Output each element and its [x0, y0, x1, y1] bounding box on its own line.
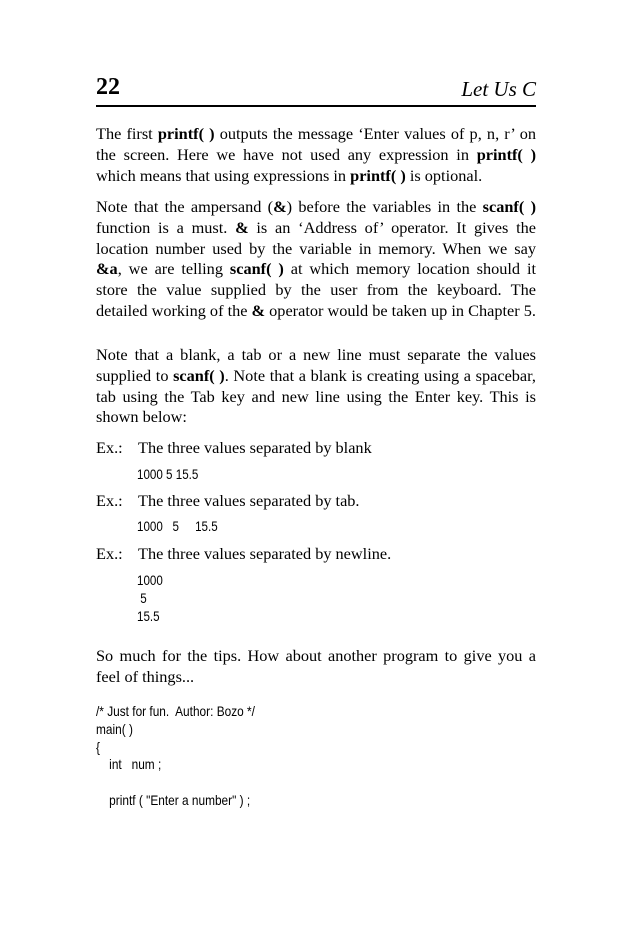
example-input-line: 1000	[137, 573, 163, 588]
paragraph-ampersand	[96, 197, 536, 322]
code-line: main( )	[96, 722, 133, 737]
example-label: Ex.:	[96, 491, 123, 510]
page-number: 22	[96, 74, 120, 100]
code-term: &a	[96, 259, 118, 279]
example-input: 1000 5 15.5	[137, 519, 218, 534]
code-term: printf( )	[476, 144, 537, 164]
code-line: printf ( "Enter a number" ) ;	[96, 793, 251, 808]
code-term: scanf( )	[173, 365, 225, 385]
code-line: int num ;	[96, 757, 162, 772]
example-label: Ex.:	[96, 544, 123, 563]
para-text: at which memory location should it store the value supplied by the user from the keyboard. The detailed working of the	[96, 259, 537, 320]
para-text: outputs the message ‘Enter values of p, n, r’ on the screen. Here we have not used any expression in	[96, 124, 536, 164]
code-term: printf( )	[157, 124, 215, 143]
para-text: operator would be taken up in Chapter 5.	[265, 300, 536, 320]
para-text: , we are telling	[117, 259, 230, 279]
para-text: is an ‘Address of’ operator. It gives the location number used by the variable in memory. When we say	[96, 217, 536, 258]
code-term: &	[273, 197, 287, 216]
para-text: Note that a blank, a tab or a new line must separate the values supplied to	[96, 345, 536, 385]
code-term: scanf( )	[482, 197, 536, 216]
para-text: function is a must.	[96, 217, 236, 237]
example-input-line: 5	[137, 591, 147, 606]
header-divider	[96, 105, 536, 107]
example-description: The three values separated by tab.	[138, 491, 360, 510]
para-text: is optional.	[405, 165, 483, 185]
code-line: /* Just for fun. Author: Bozo */	[96, 704, 255, 719]
code-term: &	[235, 217, 249, 237]
para-text: which means that using expressions in	[96, 165, 351, 185]
para-text: . Note that a blank is creating using a spacebar, tab using the Tab key and new line using the Enter key. This is shown below:	[96, 365, 537, 427]
example-label: Ex.:	[96, 438, 123, 457]
para-text: The first	[96, 124, 158, 143]
paragraph-tips: So much for the tips. How about another program to give you a feel of things...	[96, 646, 536, 686]
example-description: The three values separated by newline.	[138, 544, 392, 563]
code-term: printf( )	[350, 165, 406, 185]
code-term: scanf( )	[229, 259, 284, 279]
example-input: 1000 5 15.5	[137, 467, 199, 482]
book-title: Let Us C	[461, 77, 536, 101]
example-description: The three values separated by blank	[138, 438, 372, 457]
code-line: {	[96, 740, 100, 755]
para-text: Note that the ampersand (	[96, 197, 274, 216]
paragraph-separators	[96, 345, 536, 428]
paragraph-printf	[96, 124, 536, 186]
example-input-line: 15.5	[137, 609, 160, 624]
code-term: &	[251, 300, 266, 320]
para-text: ) before the variables in the	[286, 197, 483, 216]
